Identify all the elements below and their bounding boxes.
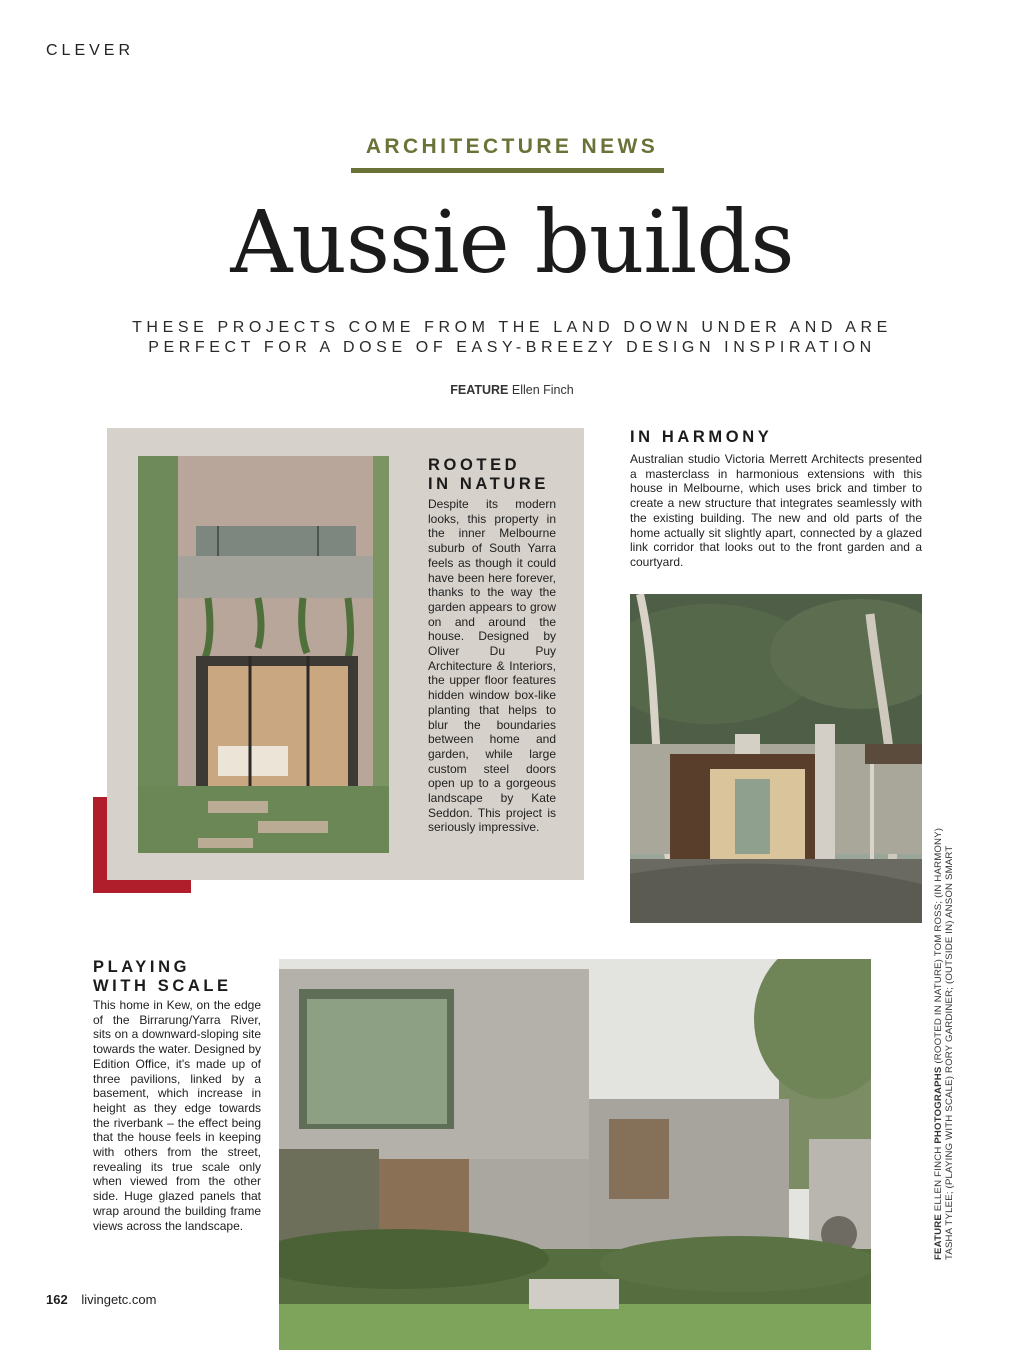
- concrete-pavilion-photo: [279, 959, 871, 1350]
- section-label: CLEVER: [46, 42, 135, 59]
- page-title: Aussie builds: [230, 193, 794, 293]
- scale-heading: [93, 958, 263, 996]
- credit-feature-name: ELLEN FINCH: [933, 1146, 944, 1212]
- timber-extension-photo: [630, 594, 922, 923]
- credit-line-1: [933, 825, 944, 1260]
- standfirst-line-2: PERFECT FOR A DOSE OF EASY-BREEZY DESIGN INSPIRATION: [148, 339, 876, 356]
- kicker: ARCHITECTURE NEWS: [365, 135, 659, 158]
- rooted-heading-line-2: IN NATURE: [428, 475, 550, 493]
- house-facade-photo: [138, 456, 389, 853]
- byline-label: FEATURE: [450, 383, 509, 397]
- harmony-heading: IN HARMONY: [630, 428, 773, 446]
- folio: [46, 1292, 156, 1307]
- rooted-heading-line-1: ROOTED: [428, 456, 521, 474]
- rooted-body: Despite its modern looks, this property in the inner Melbourne suburb of South Yarra feels as though it could have been here forever, thanks to the way the garden appears to grow on and around the house. Designed by Oliver Du Puy Architecture & Interiors, the upper floor features hidden window box-like planting that helps to blur the boundaries between home and garden, while large custom steel doors open up to a gorgeous landscape by Kate Seddon. This project is seriously impressive.: [428, 497, 556, 835]
- standfirst-line-1: THESE PROJECTS COME FROM THE LAND DOWN UNDER AND ARE: [132, 319, 892, 336]
- byline-name: Ellen Finch: [511, 383, 574, 397]
- credit-photos-label: PHOTOGRAPHS: [933, 1066, 944, 1144]
- credit-photos-rest: (ROOTED IN NATURE) TOM ROSS; (IN HARMONY): [933, 827, 944, 1064]
- site-url: livingetc.com: [81, 1292, 157, 1307]
- scale-heading-line-1: PLAYING: [93, 958, 191, 976]
- credit-feature-label: FEATURE: [933, 1214, 944, 1260]
- scale-body: This home in Kew, on the edge of the Birrarung/Yarra River, sits on a downward-sloping site towards the water. Designed by Edition Office, it's made up of three pavilions, linked by a basement, which increase in height as they edge towards the riverbank – the effect being that the house feels in keeping with others from the street, revealing its true scale only when viewed from the other side. Huge glazed panels that wrap around the building frame views across the landscape.: [93, 998, 261, 1233]
- credit-line-2: TASHA TYLEE; (PLAYING WITH SCALE) RORY GARDINER; (OUTSIDE IN) ANSON SMART: [944, 845, 955, 1260]
- rooted-heading: [428, 456, 568, 494]
- standfirst: [100, 318, 924, 358]
- photo-credits: [930, 825, 955, 1260]
- scale-heading-line-2: WITH SCALE: [93, 977, 232, 995]
- byline: [0, 383, 1024, 397]
- page-number: 162: [46, 1292, 68, 1307]
- harmony-body: Australian studio Victoria Merrett Architects presented a masterclass in harmonious extensions with this house in Melbourne, which uses brick and timber to create a new structure that integrates seamlessly with the existing building. The new and old parts of the home actually sit slightly apart, connected by a glazed link corridor that looks out to the front garden and a courtyard.: [630, 452, 922, 569]
- kicker-rule: [351, 168, 664, 173]
